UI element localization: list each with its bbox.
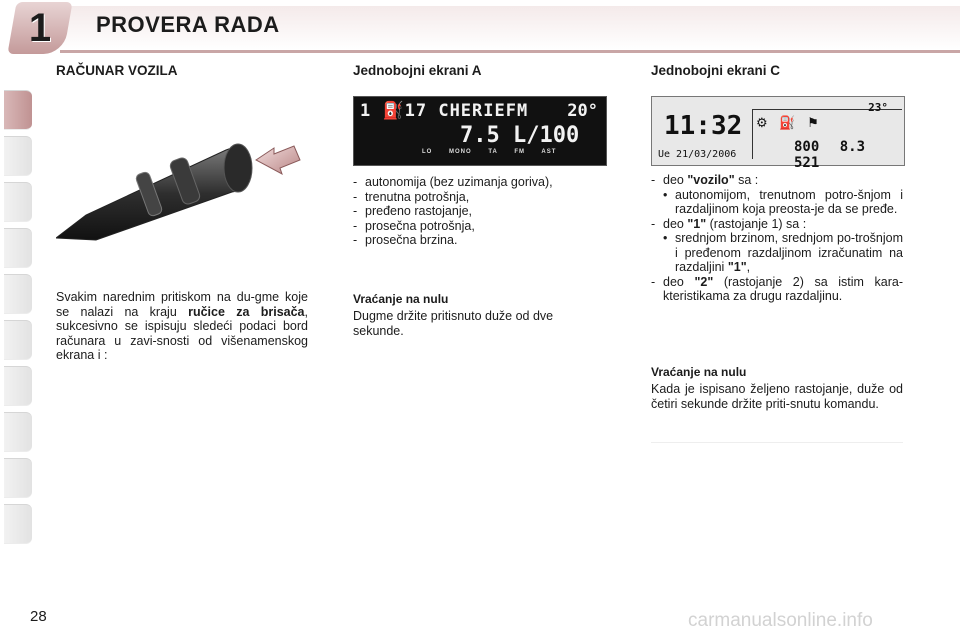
desc-text-1: Svakim narednim pritiskom na du-gme koje se nalazi na kraju: [56, 290, 308, 319]
chapter-number: 1: [28, 6, 52, 50]
side-tab[interactable]: [4, 228, 32, 268]
page-number: 28: [30, 608, 47, 625]
reset-title-c: Vraćanje na nulu: [651, 365, 747, 379]
display-c-temp: 23°: [868, 101, 888, 114]
display-a-consumption: 7.5 L/100: [460, 123, 580, 148]
side-tab-active[interactable]: [4, 90, 32, 130]
section-title-display-c: Jednobojni ekrani C: [651, 63, 781, 78]
section-title-computer: RAČUNAR VOZILA: [56, 63, 178, 78]
list-item: - deo "2" (rastojanje 2) sa istim kara-kteristikama za drugu razdaljinu.: [651, 274, 903, 303]
item-bold: "2": [694, 274, 714, 289]
display-c-screen: [651, 96, 905, 171]
list-item: - prosečna brzina.: [353, 233, 605, 248]
item-suffix: (rastojanje 2) sa istim kara-kteristikama za drugu razdaljinu.: [663, 274, 903, 303]
divider: [651, 442, 903, 443]
list-item: - deo "vozilo" sa :: [651, 173, 759, 187]
side-tab[interactable]: [4, 458, 32, 498]
list-item: - prosečna potrošnja,: [353, 219, 605, 234]
sub-bold: "1": [727, 260, 747, 274]
item-suffix: sa :: [734, 173, 759, 187]
item-suffix: (rastojanje 1) sa :: [706, 216, 807, 231]
display-c-values: [794, 139, 904, 171]
list-item: - deo "1" (rastojanje 1) sa :: [651, 216, 807, 231]
list-item: - autonomija (bez uzimanja goriva),: [353, 175, 605, 190]
display-c-value: 8.3: [839, 139, 866, 155]
side-tab[interactable]: [4, 366, 32, 406]
item-prefix: deo: [663, 274, 695, 289]
sub-end: ,: [746, 260, 751, 274]
side-tab[interactable]: [4, 412, 32, 452]
desc-bold: ručice za brisača: [188, 304, 305, 319]
display-a-labels: LO MONO TA FM AST: [422, 149, 557, 155]
list-item: - pređeno rastojanje,: [353, 204, 605, 219]
reset-text-a: Dugme držite pritisnuto duže od dve sekunde.: [353, 309, 554, 338]
side-tab[interactable]: [4, 504, 32, 544]
item-prefix: deo: [663, 173, 688, 187]
item-bold: "1": [687, 216, 707, 231]
display-c-clock: 11:32: [664, 111, 743, 141]
side-tabs: [0, 70, 34, 580]
display-c-value: 800: [794, 139, 820, 155]
sub-text: srednjom brzinom, srednjom po-trošnjom i pređenom razdaljinom izračunatim na razdaljini: [675, 231, 903, 274]
sub-item: • autonomijom, trenutnom potro-šnjom i razdaljinom koja preosta-je da se pređe.: [651, 188, 903, 217]
side-tab[interactable]: [4, 274, 32, 314]
side-tab[interactable]: [4, 136, 32, 176]
page-title: PROVERA RADA: [96, 12, 280, 37]
sub-item: [651, 231, 903, 275]
side-tab[interactable]: [4, 182, 32, 222]
display-c-list: [651, 173, 903, 304]
display-c-date: Ue 21/03/2006: [658, 149, 737, 160]
section-title-display-a: Jednobojni ekrani A: [353, 63, 482, 78]
display-a-list: [353, 175, 605, 248]
item-prefix: deo: [663, 216, 688, 231]
watermark: carmanualsonline.info: [688, 610, 873, 631]
display-c-separator: [752, 109, 753, 159]
side-tab[interactable]: [4, 320, 32, 360]
desc-text-2: , sukcesivno se ispisuju sledeći podaci bord računara u zavi-snosti od višenamenskog ekrana i :: [56, 304, 308, 362]
page-header: [0, 0, 960, 56]
list-item: - trenutna potrošnja,: [353, 190, 605, 205]
reset-title-a: Vraćanje na nulu: [353, 292, 449, 306]
display-c-value: 521: [794, 155, 820, 171]
chapter-badge: [7, 2, 72, 54]
display-c-icons: ⚙ ⛽ ⚑: [756, 115, 823, 130]
reset-text-c: Kada je ispisano željeno rastojanje, duže od četiri sekunde držite priti-snutu komandu.: [651, 382, 903, 411]
item-bold: "vozilo": [687, 173, 735, 187]
arrow-icon: [256, 146, 300, 174]
display-a-temp: 20°: [567, 101, 598, 121]
computer-description: [56, 290, 308, 363]
display-a-screen: [353, 96, 607, 166]
wiper-stalk-illustration: [56, 120, 306, 250]
display-a-row1: 1 ⛽17 CHERIEFM: [360, 101, 529, 121]
